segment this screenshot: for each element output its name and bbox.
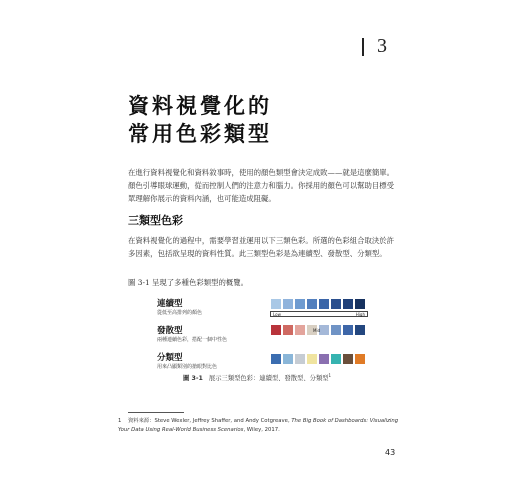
color-swatch [306, 298, 318, 310]
sequential-swatches [270, 298, 366, 310]
caption-footnote-ref: 1 [328, 373, 332, 378]
categorical-swatches [270, 353, 366, 365]
color-swatch [270, 324, 282, 336]
footnote-text-before: 資料來源：Steve Wexler, Jeffrey Shaffer, and Andy Cotgreave, [128, 418, 292, 424]
color-swatch [318, 353, 330, 365]
categorical-description: 用來凸顯類別的搶眼對比色 [157, 364, 218, 370]
categorical-label: 分類型 [157, 353, 183, 363]
caption-prefix: 圖 3-1 [183, 375, 203, 383]
chapter-title-line-2: 常用色彩類型 [128, 122, 272, 146]
color-swatch [354, 324, 366, 336]
page-number: 43 [385, 448, 396, 457]
color-swatch [294, 298, 306, 310]
color-swatch [330, 353, 342, 365]
mid-label: Mid [313, 328, 321, 333]
section-paragraph: 在資料視覺化的過程中，需要學習並運用以下三類色彩。所選的色彩組合取決於許多因素，包括欲呈現的資料性質。此三類型色彩是為連續型、發散型、分類型。 [128, 236, 395, 258]
color-swatch [270, 353, 282, 365]
color-swatch [282, 298, 294, 310]
color-swatch [342, 298, 354, 310]
footnote [118, 417, 408, 435]
color-swatch [342, 324, 354, 336]
chapter-marker [362, 38, 364, 56]
footnote-number: 1 [118, 418, 122, 424]
footnote-book-title: The Big Book of Dashboards: Visualizing Your Data Using Real-World Business Scenarios [118, 418, 399, 433]
low-label: Low [273, 311, 281, 317]
color-swatch [330, 324, 342, 336]
color-swatch [318, 298, 330, 310]
sequential-description: 從低至高排列的顏色 [157, 310, 203, 316]
chapter-number: 3 [377, 35, 387, 57]
color-swatch [282, 324, 294, 336]
footnote-divider [128, 412, 184, 413]
color-swatch [354, 353, 366, 365]
color-swatch [294, 324, 306, 336]
caption-text: 展示三類型色彩：連續型、發散型、分類型 [208, 375, 329, 383]
footnote-text-after: , Wiley, 2017. [243, 427, 280, 433]
diverging-description: 兩種連續色彩，搭配一個中性色 [157, 337, 228, 343]
diverging-label: 發散型 [157, 326, 183, 336]
chapter-title-line-1: 資料視覺化的 [128, 94, 272, 118]
low-high-legend [270, 311, 368, 317]
intro-paragraph: 在進行資料視覺化和資料敘事時，使用的顏色類型會決定成敗——就是這麼簡單。顏色引導眼球運動，從而控制人們的注意力和腦力。你採用的顏色可以幫助目標受眾理解你展示的資料內涵，也可能造成阻礙。 [128, 168, 395, 203]
color-swatch [294, 353, 306, 365]
color-swatch [354, 298, 366, 310]
high-label: High [355, 311, 365, 317]
color-swatch [330, 298, 342, 310]
color-swatch [342, 353, 354, 365]
section-heading: 三類型色彩 [128, 214, 183, 227]
sequential-label: 連續型 [157, 299, 183, 309]
figure-reference-paragraph: 圖 3-1 呈現了多種色彩類型的概覽。 [128, 278, 249, 287]
color-swatch [282, 353, 294, 365]
figure-caption [183, 373, 331, 382]
color-swatch [270, 298, 282, 310]
color-swatch [306, 353, 318, 365]
